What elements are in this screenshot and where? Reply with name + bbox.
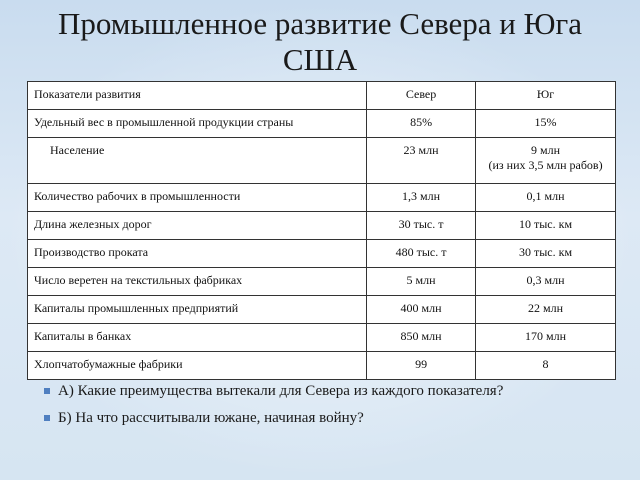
table-row: [28, 184, 616, 212]
row-south-value: 9 млн: [531, 143, 561, 157]
square-bullet-icon: [44, 415, 50, 421]
row-south-value: 170 млн: [476, 324, 616, 352]
row-south-value: 15%: [476, 110, 616, 138]
header-north: Север: [367, 82, 476, 110]
table-header-row: [28, 82, 616, 110]
slide-title-line-1: Промышленное развитие Севера и Юга США: [57, 6, 582, 77]
square-bullet-icon: [44, 388, 50, 394]
question-item: [44, 382, 624, 401]
row-label: Капиталы в банках: [28, 324, 367, 352]
table-row: [28, 240, 616, 268]
table-row: [28, 138, 616, 184]
question-list: [44, 382, 624, 436]
row-south-value: 22 млн: [476, 296, 616, 324]
table-row: [28, 296, 616, 324]
question-item: [44, 409, 624, 428]
row-label: Население: [28, 138, 367, 184]
table-row: [28, 212, 616, 240]
row-south-value: 30 тыс. км: [476, 240, 616, 268]
row-north-value: 99: [367, 352, 476, 380]
row-north-value: 23 млн: [367, 138, 476, 184]
row-label: Длина железных дорог: [28, 212, 367, 240]
row-north-value: 30 тыс. т: [367, 212, 476, 240]
header-indicators: Показатели развития: [28, 82, 367, 110]
row-north-value: 480 тыс. т: [367, 240, 476, 268]
row-south-value: 0,1 млн: [476, 184, 616, 212]
row-north-value: 85%: [367, 110, 476, 138]
question-text: А) Какие преимущества вытекали для Севера из каждого показателя?: [58, 383, 504, 399]
row-label: Удельный вес в промышленной продукции страны: [28, 110, 367, 138]
table-row: [28, 352, 616, 380]
row-label: Хлопчатобумажные фабрики: [28, 352, 367, 380]
row-south-value: 0,3 млн: [476, 268, 616, 296]
row-north-value: 5 млн: [367, 268, 476, 296]
row-south-value: 10 тыс. км: [476, 212, 616, 240]
row-north-value: 400 млн: [367, 296, 476, 324]
row-south-cell: [476, 138, 616, 184]
comparison-table: [27, 81, 616, 380]
header-south: Юг: [476, 82, 616, 110]
table-row: [28, 268, 616, 296]
row-north-value: 1,3 млн: [367, 184, 476, 212]
row-south-value: 8: [476, 352, 616, 380]
row-label: Производство проката: [28, 240, 367, 268]
row-south-note: (из них 3,5 млн рабов): [488, 158, 603, 172]
row-label: Капиталы промышленных предприятий: [28, 296, 367, 324]
row-label: Число веретен на текстильных фабриках: [28, 268, 367, 296]
table-row: [28, 324, 616, 352]
row-label: Количество рабочих в промышленности: [28, 184, 367, 212]
table-row: [28, 110, 616, 138]
row-north-value: 850 млн: [367, 324, 476, 352]
question-text: Б) На что рассчитывали южане, начиная войну?: [58, 410, 364, 426]
